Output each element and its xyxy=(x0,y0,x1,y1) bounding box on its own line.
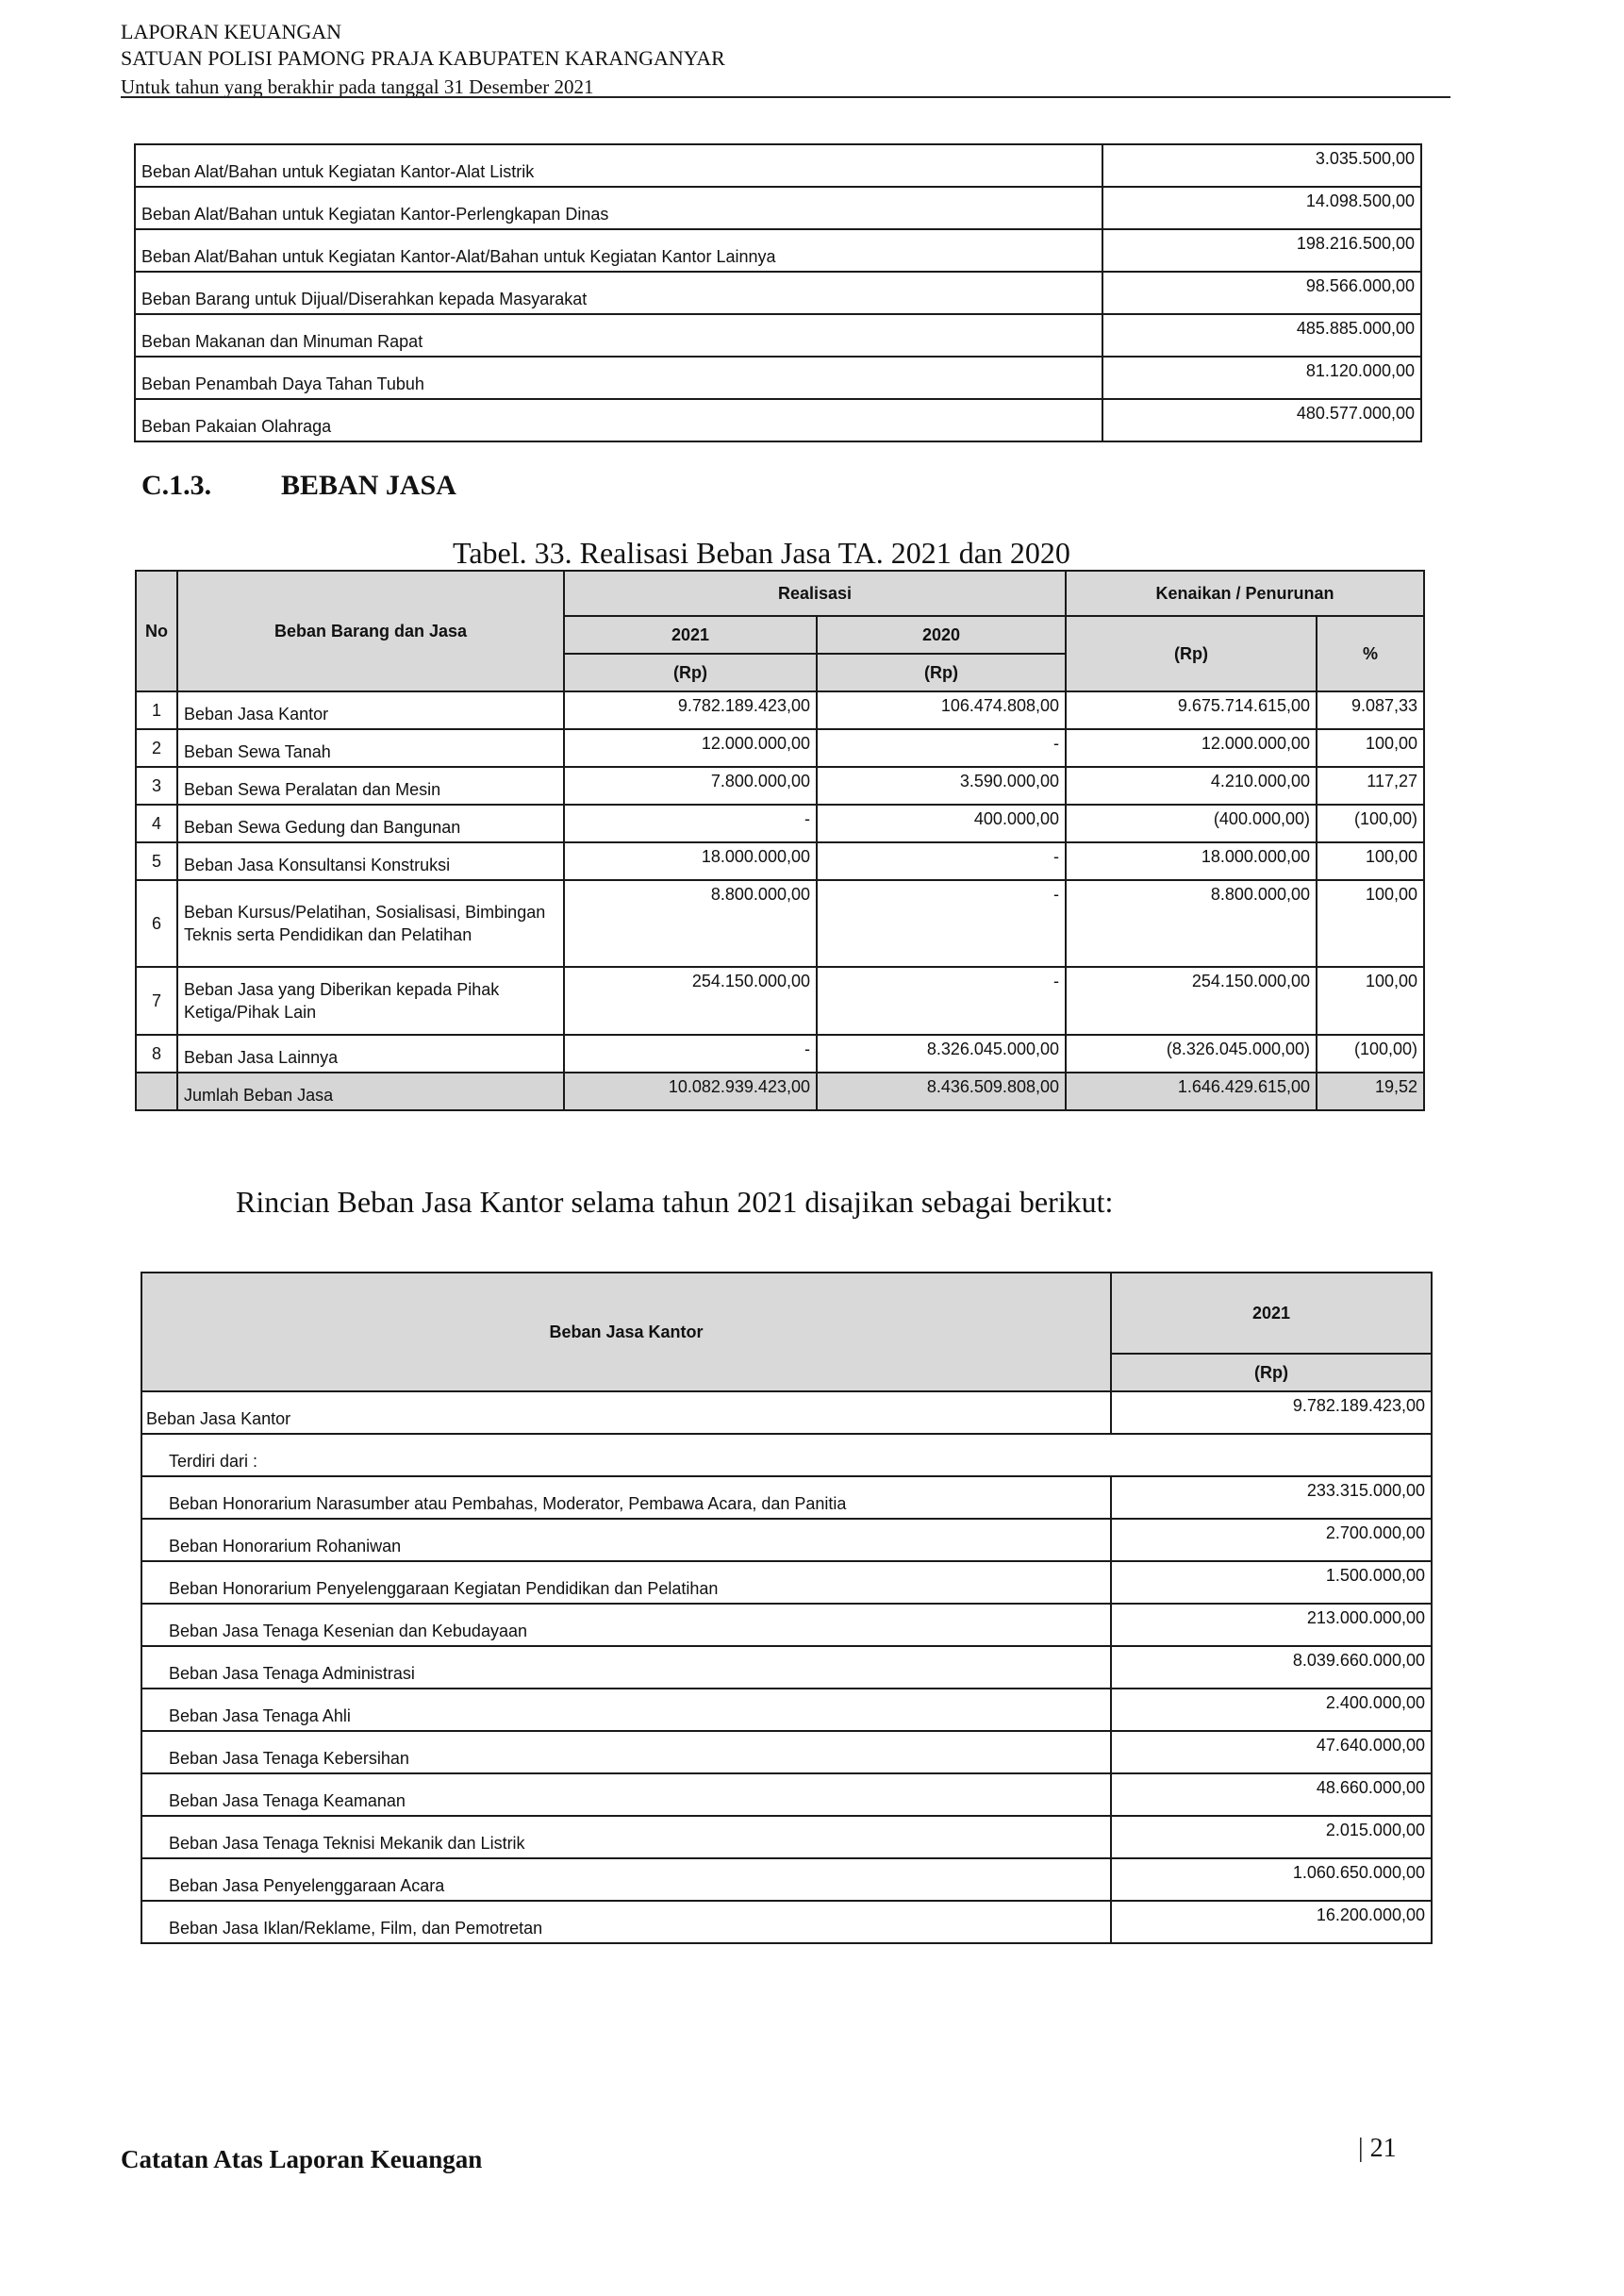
breakdown-label: Terdiri dari : xyxy=(141,1434,1432,1476)
detail-value: 16.200.000,00 xyxy=(1111,1901,1432,1943)
col-year-2021: 2021 xyxy=(1111,1273,1432,1354)
report-title: LAPORAN KEUANGAN xyxy=(121,20,342,43)
detail-label: Beban Jasa Penyelenggaraan Acara xyxy=(141,1858,1111,1901)
row-2020: 106.474.808,00 xyxy=(817,691,1066,729)
table-row xyxy=(141,1731,1432,1773)
row-2021: 8.800.000,00 xyxy=(564,880,817,967)
col-year-unit: (Rp) xyxy=(1111,1354,1432,1391)
agency-name: SATUAN POLISI PAMONG PRAJA KABUPATEN KARANGANYAR xyxy=(121,46,725,70)
table-row xyxy=(141,1816,1432,1858)
row-label: Beban Jasa Lainnya xyxy=(177,1035,564,1073)
row-2021: 254.150.000,00 xyxy=(564,967,817,1035)
row-label: Beban Jasa Kantor xyxy=(177,691,564,729)
detail-label: Beban Jasa Tenaga Keamanan xyxy=(141,1773,1111,1816)
row-no: 5 xyxy=(136,842,177,880)
detail-label: Beban Jasa Iklan/Reklame, Film, dan Pemotretan xyxy=(141,1901,1111,1943)
col-change-rp: (Rp) xyxy=(1066,616,1317,691)
row-label: Beban Alat/Bahan untuk Kegiatan Kantor-Alat/Bahan untuk Kegiatan Kantor Lainnya xyxy=(135,229,1102,272)
row-2021: - xyxy=(564,805,817,842)
col-group-realisasi: Realisasi xyxy=(564,571,1066,616)
table-row xyxy=(136,729,1424,767)
main-row-value: 9.782.189.423,00 xyxy=(1111,1391,1432,1434)
row-label: Beban Jasa Konsultansi Konstruksi xyxy=(177,842,564,880)
col-description: Beban Barang dan Jasa xyxy=(177,571,564,691)
table-row xyxy=(135,314,1421,357)
detail-value: 233.315.000,00 xyxy=(1111,1476,1432,1519)
table-row xyxy=(141,1476,1432,1519)
detail-value: 2.015.000,00 xyxy=(1111,1816,1432,1858)
total-no-cell xyxy=(136,1073,177,1110)
row-label: Beban Alat/Bahan untuk Kegiatan Kantor-Alat Listrik xyxy=(135,144,1102,187)
main-row-label: Beban Jasa Kantor xyxy=(141,1391,1111,1434)
detail-value: 213.000.000,00 xyxy=(1111,1604,1432,1646)
row-pct: 9.087,33 xyxy=(1317,691,1424,729)
page-number: | 21 xyxy=(1358,2134,1397,2163)
detail-intro: Rincian Beban Jasa Kantor selama tahun 2021 disajikan sebagai berikut: xyxy=(236,1185,1114,1219)
detail-label: Beban Jasa Tenaga Ahli xyxy=(141,1689,1111,1731)
table-row xyxy=(136,880,1424,967)
table-row xyxy=(136,1035,1424,1073)
row-pct: (100,00) xyxy=(1317,1035,1424,1073)
row-2020: 400.000,00 xyxy=(817,805,1066,842)
table-row xyxy=(135,229,1421,272)
row-pct: 100,00 xyxy=(1317,880,1424,967)
row-2021: 9.782.189.423,00 xyxy=(564,691,817,729)
row-value: 480.577.000,00 xyxy=(1102,399,1421,441)
detail-label: Beban Jasa Tenaga Kebersihan xyxy=(141,1731,1111,1773)
row-label: Beban Barang untuk Dijual/Diserahkan kepada Masyarakat xyxy=(135,272,1102,314)
detail-label: Beban Jasa Tenaga Kesenian dan Kebudayaan xyxy=(141,1604,1111,1646)
detail-label: Beban Honorarium Narasumber atau Pembahas, Moderator, Pembawa Acara, dan Panitia xyxy=(141,1476,1111,1519)
row-2021: 7.800.000,00 xyxy=(564,767,817,805)
office-service-detail-table xyxy=(141,1272,1433,1944)
table-row xyxy=(141,1901,1432,1943)
table-row xyxy=(136,842,1424,880)
row-diff: 18.000.000,00 xyxy=(1066,842,1317,880)
detail-label: Beban Honorarium Rohaniwan xyxy=(141,1519,1111,1561)
row-label: Beban Alat/Bahan untuk Kegiatan Kantor-Perlengkapan Dinas xyxy=(135,187,1102,229)
row-2020: - xyxy=(817,729,1066,767)
table-row xyxy=(141,1689,1432,1731)
col-group-change: Kenaikan / Penurunan xyxy=(1066,571,1424,616)
row-diff: 4.210.000,00 xyxy=(1066,767,1317,805)
row-2020: - xyxy=(817,842,1066,880)
row-2021: 18.000.000,00 xyxy=(564,842,817,880)
table-row xyxy=(141,1858,1432,1901)
col-change-pct: % xyxy=(1317,616,1424,691)
table-row xyxy=(136,967,1424,1035)
section-title: BEBAN JASA xyxy=(281,470,456,501)
total-label: Jumlah Beban Jasa xyxy=(177,1073,564,1110)
service-expense-table xyxy=(135,570,1425,1111)
row-2020: - xyxy=(817,967,1066,1035)
row-label: Beban Sewa Peralatan dan Mesin xyxy=(177,767,564,805)
table-row xyxy=(136,767,1424,805)
total-diff: 1.646.429.615,00 xyxy=(1066,1073,1317,1110)
detail-label: Beban Jasa Tenaga Administrasi xyxy=(141,1646,1111,1689)
row-diff: 254.150.000,00 xyxy=(1066,967,1317,1035)
footer-title: Catatan Atas Laporan Keuangan xyxy=(121,2145,483,2173)
row-label: Beban Jasa yang Diberikan kepada Pihak Ketiga/Pihak Lain xyxy=(177,967,564,1035)
row-diff: 8.800.000,00 xyxy=(1066,880,1317,967)
row-label: Beban Sewa Gedung dan Bangunan xyxy=(177,805,564,842)
row-value: 14.098.500,00 xyxy=(1102,187,1421,229)
detail-value: 47.640.000,00 xyxy=(1111,1731,1432,1773)
row-label: Beban Penambah Daya Tahan Tubuh xyxy=(135,357,1102,399)
detail-label: Beban Jasa Tenaga Teknisi Mekanik dan Listrik xyxy=(141,1816,1111,1858)
row-diff: 9.675.714.615,00 xyxy=(1066,691,1317,729)
row-value: 198.216.500,00 xyxy=(1102,229,1421,272)
col-no: No xyxy=(136,571,177,691)
row-diff: 12.000.000,00 xyxy=(1066,729,1317,767)
table-row xyxy=(135,399,1421,441)
row-no: 2 xyxy=(136,729,177,767)
col-2020: 2020 xyxy=(817,616,1066,654)
total-2021: 10.082.939.423,00 xyxy=(564,1073,817,1110)
goods-expense-table xyxy=(134,143,1422,442)
row-2020: 3.590.000,00 xyxy=(817,767,1066,805)
row-pct: 117,27 xyxy=(1317,767,1424,805)
detail-label: Beban Honorarium Penyelenggaraan Kegiatan Pendidikan dan Pelatihan xyxy=(141,1561,1111,1604)
table-row xyxy=(135,187,1421,229)
detail-value: 2.400.000,00 xyxy=(1111,1689,1432,1731)
row-2021: - xyxy=(564,1035,817,1073)
total-row xyxy=(136,1073,1424,1110)
row-label: Beban Pakaian Olahraga xyxy=(135,399,1102,441)
row-2021: 12.000.000,00 xyxy=(564,729,817,767)
row-2020: 8.326.045.000,00 xyxy=(817,1035,1066,1073)
table-row xyxy=(141,1561,1432,1604)
row-no: 6 xyxy=(136,880,177,967)
table-row xyxy=(141,1604,1432,1646)
detail-value: 8.039.660.000,00 xyxy=(1111,1646,1432,1689)
table-row xyxy=(135,357,1421,399)
table-row xyxy=(135,272,1421,314)
col-2021: 2021 xyxy=(564,616,817,654)
table-row xyxy=(135,144,1421,187)
row-pct: 100,00 xyxy=(1317,842,1424,880)
col-2021-unit: (Rp) xyxy=(564,654,817,691)
row-2020: - xyxy=(817,880,1066,967)
row-label: Beban Sewa Tanah xyxy=(177,729,564,767)
row-value: 98.566.000,00 xyxy=(1102,272,1421,314)
total-pct: 19,52 xyxy=(1317,1073,1424,1110)
detail-value: 48.660.000,00 xyxy=(1111,1773,1432,1816)
table-row xyxy=(136,691,1424,729)
table-row xyxy=(136,805,1424,842)
table-row xyxy=(141,1646,1432,1689)
row-no: 8 xyxy=(136,1035,177,1073)
row-diff: (8.326.045.000,00) xyxy=(1066,1035,1317,1073)
row-pct: 100,00 xyxy=(1317,967,1424,1035)
row-no: 1 xyxy=(136,691,177,729)
row-value: 3.035.500,00 xyxy=(1102,144,1421,187)
section-number: C.1.3. xyxy=(141,470,212,501)
row-label: Beban Kursus/Pelatihan, Sosialisasi, Bimbingan Teknis serta Pendidikan dan Pelatihan xyxy=(177,880,564,967)
period-line: Untuk tahun yang berakhir pada tanggal 31 Desember 2021 xyxy=(121,75,594,98)
row-no: 4 xyxy=(136,805,177,842)
detail-value: 1.500.000,00 xyxy=(1111,1561,1432,1604)
table-row xyxy=(141,1773,1432,1816)
table-row xyxy=(141,1519,1432,1561)
row-value: 81.120.000,00 xyxy=(1102,357,1421,399)
table-caption: Tabel. 33. Realisasi Beban Jasa TA. 2021 dan 2020 xyxy=(453,536,1070,570)
header-divider xyxy=(121,96,1450,98)
row-label: Beban Makanan dan Minuman Rapat xyxy=(135,314,1102,357)
row-diff: (400.000,00) xyxy=(1066,805,1317,842)
row-pct: (100,00) xyxy=(1317,805,1424,842)
row-pct: 100,00 xyxy=(1317,729,1424,767)
col-office-service: Beban Jasa Kantor xyxy=(141,1273,1111,1391)
col-2020-unit: (Rp) xyxy=(817,654,1066,691)
detail-value: 1.060.650.000,00 xyxy=(1111,1858,1432,1901)
total-2020: 8.436.509.808,00 xyxy=(817,1073,1066,1110)
detail-value: 2.700.000,00 xyxy=(1111,1519,1432,1561)
row-no: 7 xyxy=(136,967,177,1035)
row-value: 485.885.000,00 xyxy=(1102,314,1421,357)
row-no: 3 xyxy=(136,767,177,805)
